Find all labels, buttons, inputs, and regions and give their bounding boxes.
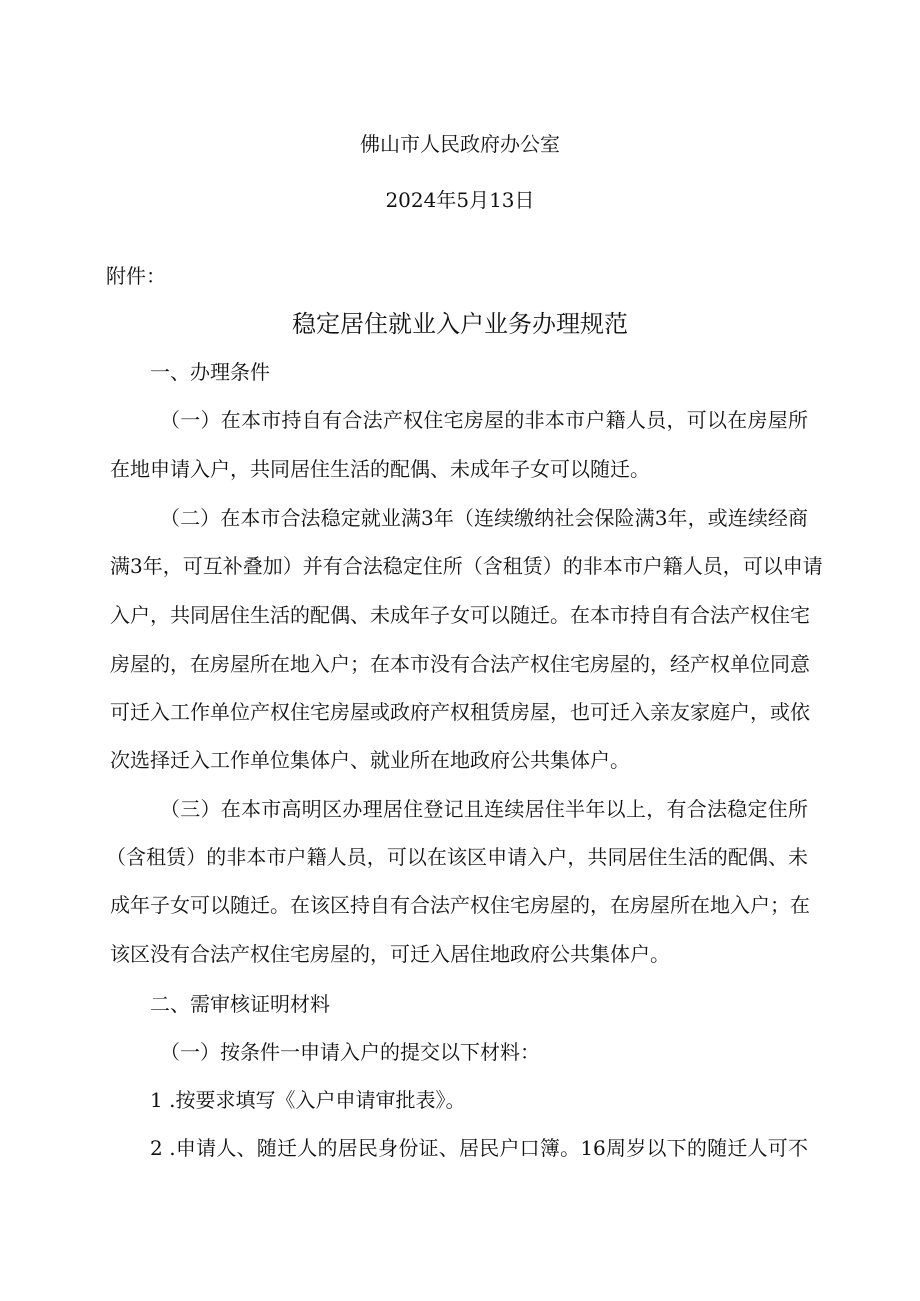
attachment-label: 附件：	[106, 264, 166, 288]
issuer: 佛山市人民政府办公室	[360, 132, 560, 156]
issue-date: 2024年5月13日	[385, 188, 535, 212]
clause-3-line-1: （三）在本市高明区办理居住登记且连续居住半年以上，有合法稳定住所	[160, 797, 808, 821]
clause-2-line-6: 次选择迁入工作单位集体户、就业所在地政府公共集体户。	[110, 748, 630, 772]
list-item-1: 1 .按要求填写《入户申请审批表》。	[150, 1088, 466, 1112]
clause-2-line-2: 满3年，可互补叠加）并有合法稳定住所（含租赁）的非本市户籍人员，可以申请	[110, 554, 823, 578]
list-item-2: 2 .申请人、随迁人的居民身份证、居民户口簿。16周岁以下的随迁人可不	[150, 1136, 808, 1160]
clause-2-line-4: 房屋的，在房屋所在地入户；在本市没有合法产权住宅房屋的，经产权单位同意	[110, 652, 810, 676]
clause-3-line-4: 该区没有合法产权住宅房屋的，可迁入居住地政府公共集体户。	[110, 942, 670, 966]
clause-1-line-2: 在地申请入户，共同居住生活的配偶、未成年子女可以随迁。	[110, 457, 650, 481]
clause-2-line-1: （二）在本市合法稳定就业满3年（连续缴纳社会保险满3年，或连续经商	[160, 506, 808, 530]
clause-2-line-3: 入户，共同居住生活的配偶、未成年子女可以随迁。在本市持自有合法产权住宅	[110, 603, 810, 627]
clause-3-line-3: 成年子女可以随迁。在该区持自有合法产权住宅房屋的，在房屋所在地入户；在	[110, 893, 810, 917]
subsection-1: （一）按条件一申请入户的提交以下材料：	[160, 1040, 540, 1064]
section-heading-materials: 二、需审核证明材料	[150, 992, 330, 1016]
clause-2-line-5: 可迁入工作单位产权住宅房屋或政府产权租赁房屋，也可迁入亲友家庭户，或依	[110, 700, 810, 724]
clause-1-line-1: （一）在本市持自有合法产权住宅房屋的非本市户籍人员，可以在房屋所	[160, 408, 808, 432]
document-title: 稳定居住就业入户业务办理规范	[292, 310, 628, 338]
section-heading-conditions: 一、办理条件	[150, 360, 270, 384]
clause-3-line-2: （含租赁）的非本市户籍人员，可以在该区申请入户，共同居住生活的配偶、未	[106, 845, 808, 869]
